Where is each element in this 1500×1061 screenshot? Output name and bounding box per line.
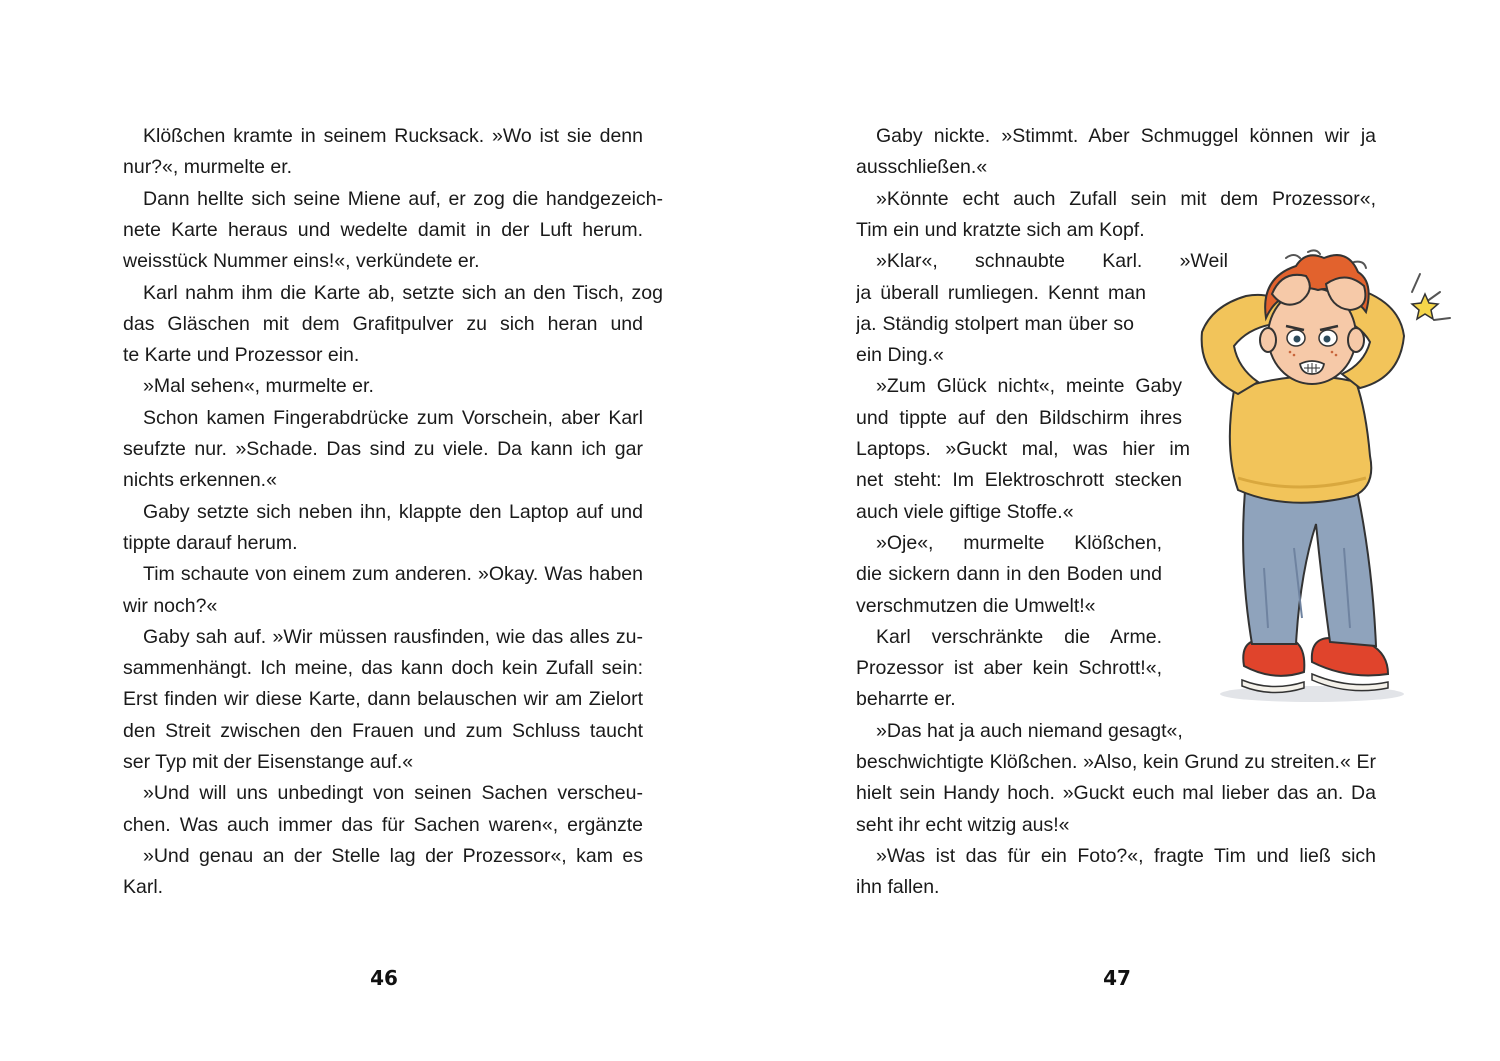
text-line: Karl nahm ihm die Karte ab, setzte sich an den Tisch, zog xyxy=(143,281,663,304)
text-line: net steht: Im Elektroschrott stecken xyxy=(856,469,1182,492)
text-line: tippte darauf herum. xyxy=(123,531,298,554)
page-number-right: 47 xyxy=(1103,966,1131,990)
text-line: Tim schaute von einem zum anderen. »Okay. Was haben xyxy=(143,563,643,586)
text-line: nichts erkennen.« xyxy=(123,469,277,492)
text-line: Gaby setzte sich neben ihn, klappte den Laptop auf und xyxy=(143,500,643,523)
text-line: ja überall rumliegen. Kennt man xyxy=(856,281,1146,304)
text-line: Erst finden wir diese Karte, dann belauschen wir am Zielort xyxy=(123,688,643,711)
text-line: »Klar«, schnaubte Karl. »Weil xyxy=(876,250,1228,273)
text-line: den Streit zwischen den Frauen und zum Schluss taucht xyxy=(123,719,643,742)
text-line: »Und will uns unbedingt von seinen Sachen verscheu- xyxy=(143,782,643,805)
text-line: Laptops. »Guckt mal, was hier im xyxy=(856,438,1190,460)
text-line: das Gläschen mit dem Grafitpulver zu sich heran und xyxy=(123,312,643,335)
text-line: verschmutzen die Umwelt!« xyxy=(856,594,1096,617)
text-line: Schon kamen Fingerabdrücke zum Vorschein, aber Karl xyxy=(143,406,643,429)
text-line: »Was ist das für ein Foto?«, fragte Tim und ließ sich xyxy=(876,844,1376,867)
boy-scratching-head-illustration xyxy=(1194,248,1462,718)
text-line: »Könnte echt auch Zufall sein mit dem Prozessor«, xyxy=(876,187,1376,210)
text-line: Dann hellte sich seine Miene auf, er zog die handgezeich- xyxy=(143,187,663,210)
text-line: »Mal sehen«, murmelte er. xyxy=(143,375,374,398)
text-line: Gaby sah auf. »Wir müssen rausfinden, wie das alles zu- xyxy=(143,625,643,648)
text-line: beschwichtigte Klößchen. »Also, kein Grund zu streiten.« Er xyxy=(856,751,1376,773)
text-line: Tim ein und kratzte sich am Kopf. xyxy=(856,218,1145,241)
text-line: auch viele giftige Stoffe.« xyxy=(856,500,1074,523)
text-line: »Das hat ja auch niemand gesagt«, xyxy=(876,719,1183,742)
text-line: »Zum Glück nicht«, meinte Gaby xyxy=(876,375,1182,398)
text-line: »Und genau an der Stelle lag der Prozessor«, kam es xyxy=(143,844,643,867)
text-line: die sickern dann in den Boden und xyxy=(856,563,1162,586)
text-line: hielt sein Handy hoch. »Guckt euch mal lieber das an. Da xyxy=(856,782,1376,805)
text-line: Karl. xyxy=(123,876,164,899)
text-line: nete Karte heraus und wedelte damit in der Luft herum. xyxy=(123,218,643,241)
page-number-left: 46 xyxy=(370,966,398,990)
text-line: beharrte er. xyxy=(856,688,956,711)
text-line: te Karte und Prozessor ein. xyxy=(123,344,360,367)
text-line: ja. Ständig stolpert man über so xyxy=(856,312,1134,335)
text-line: ihn fallen. xyxy=(856,876,940,899)
text-line: sammenhängt. Ich meine, das kann doch kein Zufall sein: xyxy=(123,657,643,680)
text-line: Klößchen kramte in seinem Rucksack. »Wo ist sie denn xyxy=(143,125,643,147)
text-line: seht ihr echt witzig aus!« xyxy=(856,813,1070,836)
text-line: wir noch?« xyxy=(123,594,218,617)
text-line: nur?«, murmelte er. xyxy=(123,156,293,179)
text-line: seufzte nur. »Schade. Das sind zu viele. Da kann ich gar xyxy=(123,438,643,460)
text-line: weisstück Nummer eins!«, verkündete er. xyxy=(123,250,480,273)
text-line: chen. Was auch immer das für Sachen waren«, ergänzte xyxy=(123,813,643,836)
text-line: Karl verschränkte die Arme. xyxy=(876,625,1162,648)
text-line: »Oje«, murmelte Klößchen, xyxy=(876,531,1162,554)
text-line: Gaby nickte. »Stimmt. Aber Schmuggel können wir ja xyxy=(876,125,1376,147)
text-line: ausschließen.« xyxy=(856,156,988,179)
text-line: und tippte auf den Bildschirm ihres xyxy=(856,406,1182,429)
text-line: ser Typ mit der Eisenstange auf.« xyxy=(123,751,414,773)
text-line: Prozessor ist aber kein Schrott!«, xyxy=(856,657,1162,680)
text-line: ein Ding.« xyxy=(856,344,944,367)
